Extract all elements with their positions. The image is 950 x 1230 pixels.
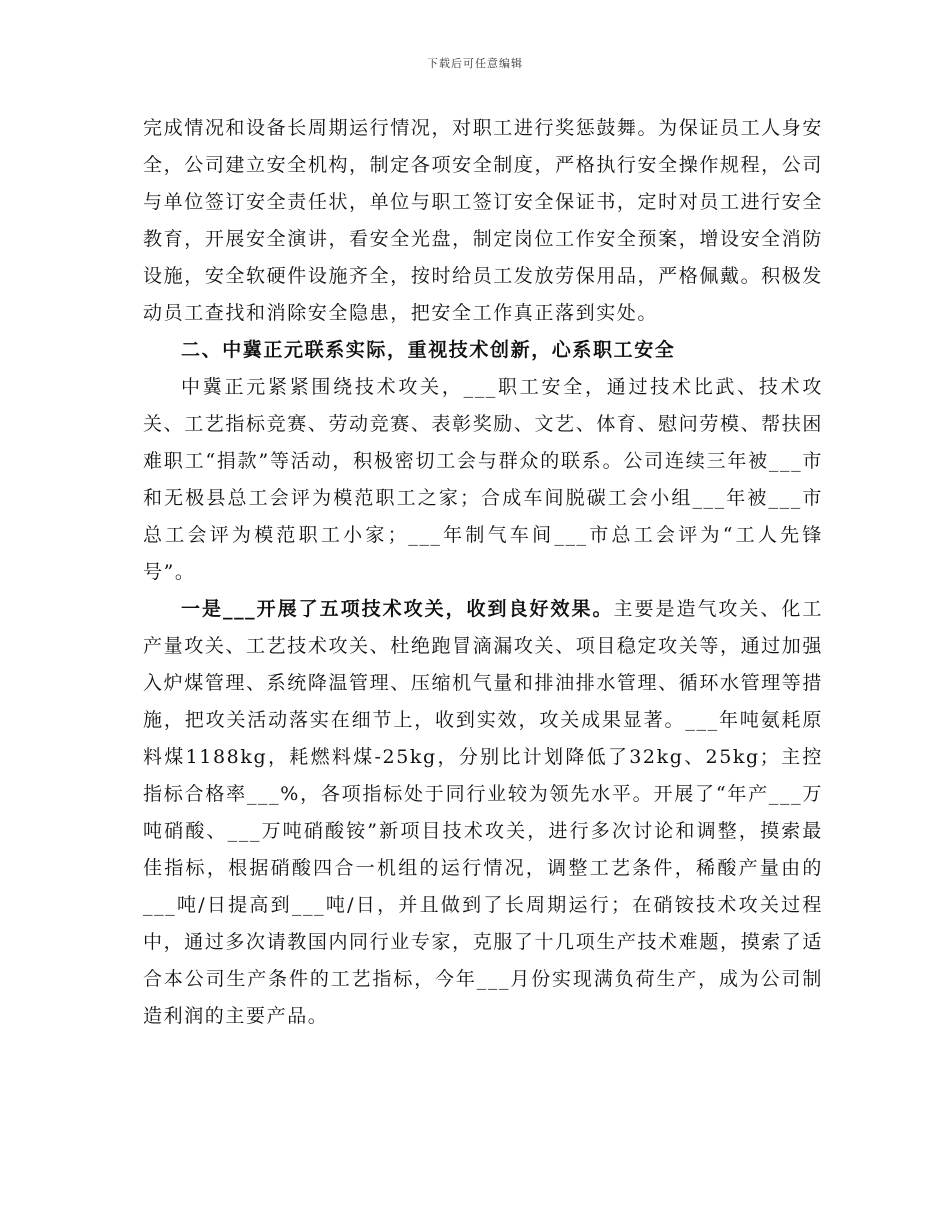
paragraph-tech-research — [143, 591, 823, 1035]
paragraph-union-activities: 中冀正元紧紧围绕技术攻关，___职工安全，通过技术比武、技术攻关、工艺指标竞赛、劳动竞赛、表彰奖励、文艺、体育、慰问劳模、帮扶困难职工“捐款”等活动，积极密切工会与群众的联系。公司连续三年被___市和无极县总工会评为模范职工之家；合成车间脱碳工会小组___年被___市总工会评为模范职工小家；___年制气车间___市总工会评为“工人先锋号”。 — [143, 376, 823, 583]
page-header-note: 下载后可任意编辑 — [427, 57, 523, 70]
paragraph-safety: 完成情况和设备长周期运行情况，对职工进行奖惩鼓舞。为保证员工人身安全，公司建立安全机构，制定各项安全制度，严格执行安全操作规程，公司与单位签订安全责任状，单位与职工签订安全保证书，定时对员工进行安全教育，开展安全演讲，看安全光盘，制定岗位工作安全预案，增设安全消防设施，安全软硬件设施齐全，按时给员工发放劳保用品，严格佩戴。积极发动员工查找和消除安全隐患，把安全工作真正落到实处。 — [143, 117, 823, 324]
paragraph-lead-sentence: 一是___开展了五项技术攻关，收到良好效果。 — [181, 598, 614, 620]
document-body — [143, 110, 823, 1035]
paragraph-body-text: 主要是造气攻关、化工产量攻关、工艺技术攻关、杜绝跑冒滴漏攻关、项目稳定攻关等，通过加强入炉煤管理、系统降温管理、压缩机气量和排油排水管理、循环水管理等措施，把攻关活动落实在细节上，收到实效，攻关成果显著。___年吨氨耗原料煤1188kg，耗燃料煤-25kg，分别比计划降低了32kg、25kg；主控指标合格率___%，各项指标处于同行业较为领先水平。开展了“年产___万吨硝酸、___万吨硝酸铵”新项目技术攻关，进行多次讨论和调整，摸索最佳指标，根据硝酸四合一机组的运行情况，调整工艺条件，稀酸产量由的___吨/日提高到___吨/日，并且做到了长周期运行；在硝铵技术攻关过程中，通过多次请教国内同行业专家，克服了十几项生产技术难题，摸索了适合本公司生产条件的工艺指标，今年___月份实现满负荷生产，成为公司制造利润的主要产品。 — [143, 598, 823, 1027]
section-heading-2: 二、中冀正元联系实际，重视技术创新，心系职工安全 — [181, 339, 676, 361]
